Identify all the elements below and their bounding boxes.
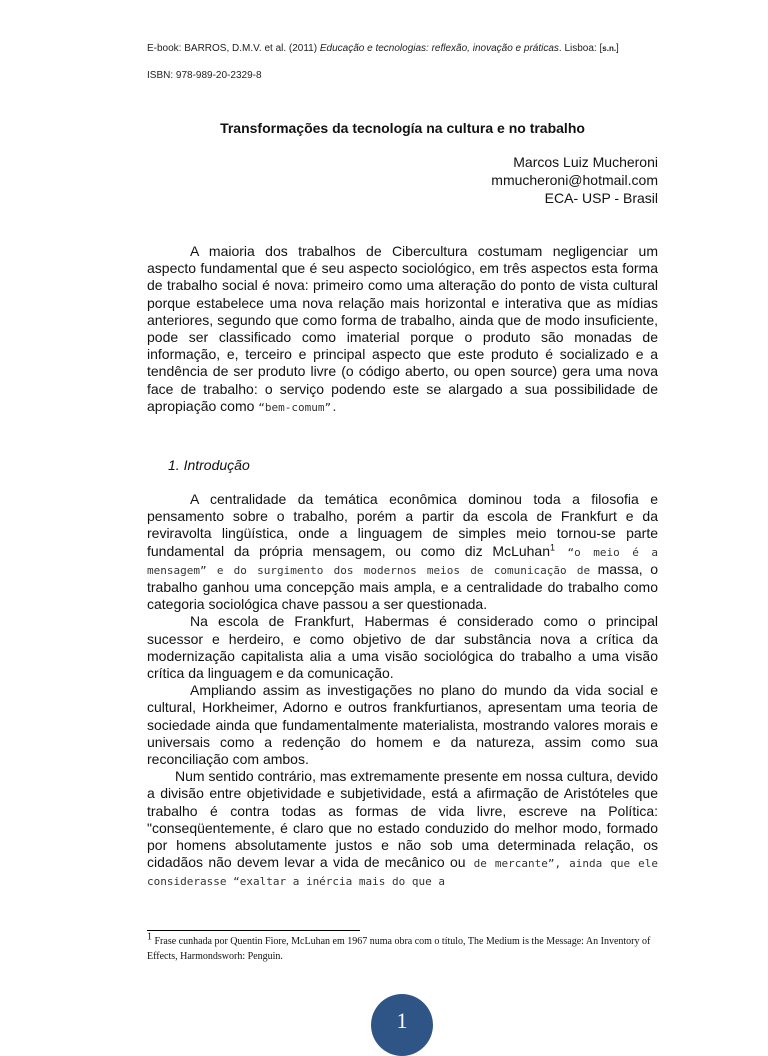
paragraph-1-text-a: A centralidade da temática econômica dominou toda a filosofia e pensamento sobre o trabalho, porém a partir da escola de Frankfurt e da reviravolta lingüística, onde a linguagem de simples meio tornou-se parte fundamental da própria mensagem, ou como diz McLuhan <box>147 491 658 559</box>
paragraph-3: Ampliando assim as investigações no plano do mundo da vida social e cultural, Horkheimer, Adorno e outros frankfurtianos, apresentam uma teoria de sociedade ainda que fundamentalmente materialista, mostrando valores morais e universais como a redenção do homem e da natureza, assim como sua reconciliação com ambos. <box>147 682 658 768</box>
citation-header <box>147 43 667 55</box>
footnote-divider <box>147 930 360 931</box>
paragraph-1-quote: “o meio é a mensagem” e do surgimento dos modernos meios de comunicação de <box>147 545 658 577</box>
citation-prefix: E-book: BARROS, D.M.V. et al. (2011) <box>147 43 320 54</box>
paragraph-4 <box>147 768 658 890</box>
abstract <box>147 243 658 416</box>
paragraph-1 <box>147 491 658 613</box>
footnote <box>147 931 662 964</box>
footnote-ref[interactable]: 1 <box>550 541 556 552</box>
document-title: Transformações da tecnología na cultura e no trabalho <box>220 120 585 136</box>
abstract-text: A maioria dos trabalhos de Cibercultura costumam negligenciar um aspecto fundamental que é seu aspecto sociológico, em três aspectos esta forma de trabalho social é nova: primeiro como uma alteração do ponto de vista cultural porque estabelece uma nova relação mais horizontal e interativa que as mídias anteriores, segundo que como forma de trabalho, ainda que de modo insuficiente, pode ser classificado como imaterial porque o produto são monadas de informação, e, terceiro e principal aspecto que este produto é socializado e a tendência de ser produto livre (o código aberto, ou open source) gera uma nova face de trabalho: o serviço podendo este se alargado a sua possibilidade de apropiação como <box>147 243 658 414</box>
footnote-text: Frase cunhada por Quentin Fiore, McLuhan em 1967 numa obra com o título, The Medium is the Message: An Inventory of Effects, Harmondsworh: Penguin. <box>147 936 651 962</box>
author-block <box>491 153 658 207</box>
page-number-badge <box>371 994 433 1056</box>
footnote-number: 1 <box>147 931 152 943</box>
author-affiliation: ECA- USP - Brasil <box>544 190 658 206</box>
paragraph-1-text-b: massa, o trabalho ganhou uma concepção mais ampla, e a centralidade do trabalho como categoria sociológica chave passou a ser questionada. <box>147 560 658 613</box>
page-number: 1 <box>396 1008 408 1033</box>
isbn-line: ISBN: 978-989-20-2329-8 <box>147 70 262 81</box>
body-paragraphs <box>147 491 658 891</box>
author-name: Marcos Luiz Mucheroni <box>513 154 658 170</box>
abstract-quote: “bem-comum”. <box>258 400 338 414</box>
citation-end: ] <box>616 43 619 54</box>
citation-title: Educação e tecnologias: reflexão, inovação e práticas <box>319 43 559 54</box>
citation-sn: s.n. <box>602 44 617 53</box>
paragraph-2: Na escola de Frankfurt, Habermas é considerado como o principal sucessor e herdeiro, e como objetivo de dar substância nova a crítica da modernização capitalista alia a uma visão sociológica do trabalho a uma visão crítica da linguagem e da comunicação. <box>147 613 658 682</box>
citation-place: . Lisboa: [ <box>558 43 603 54</box>
paragraph-4-quote: de mercante”, ainda que ele considerasse “exaltar a inércia mais do que a <box>147 857 658 889</box>
author-email: mmucheroni@hotmail.com <box>491 172 658 188</box>
section-heading: 1. Introdução <box>168 457 250 473</box>
paragraph-4-text: Num sentido contrário, mas extremamente presente em nossa cultura, devido a divisão entre objetividade e subjetividade, está a afirmação de Aristóteles que trabalho é contra todas as formas de vida livre, escreve na Política: "conseqüentemente, é claro que no estado conduzido do melhor modo, formado por homens absolutamente justos e não sob uma determinada relação, os cidadãos não devem levar a vida de mecânico ou <box>147 768 658 871</box>
